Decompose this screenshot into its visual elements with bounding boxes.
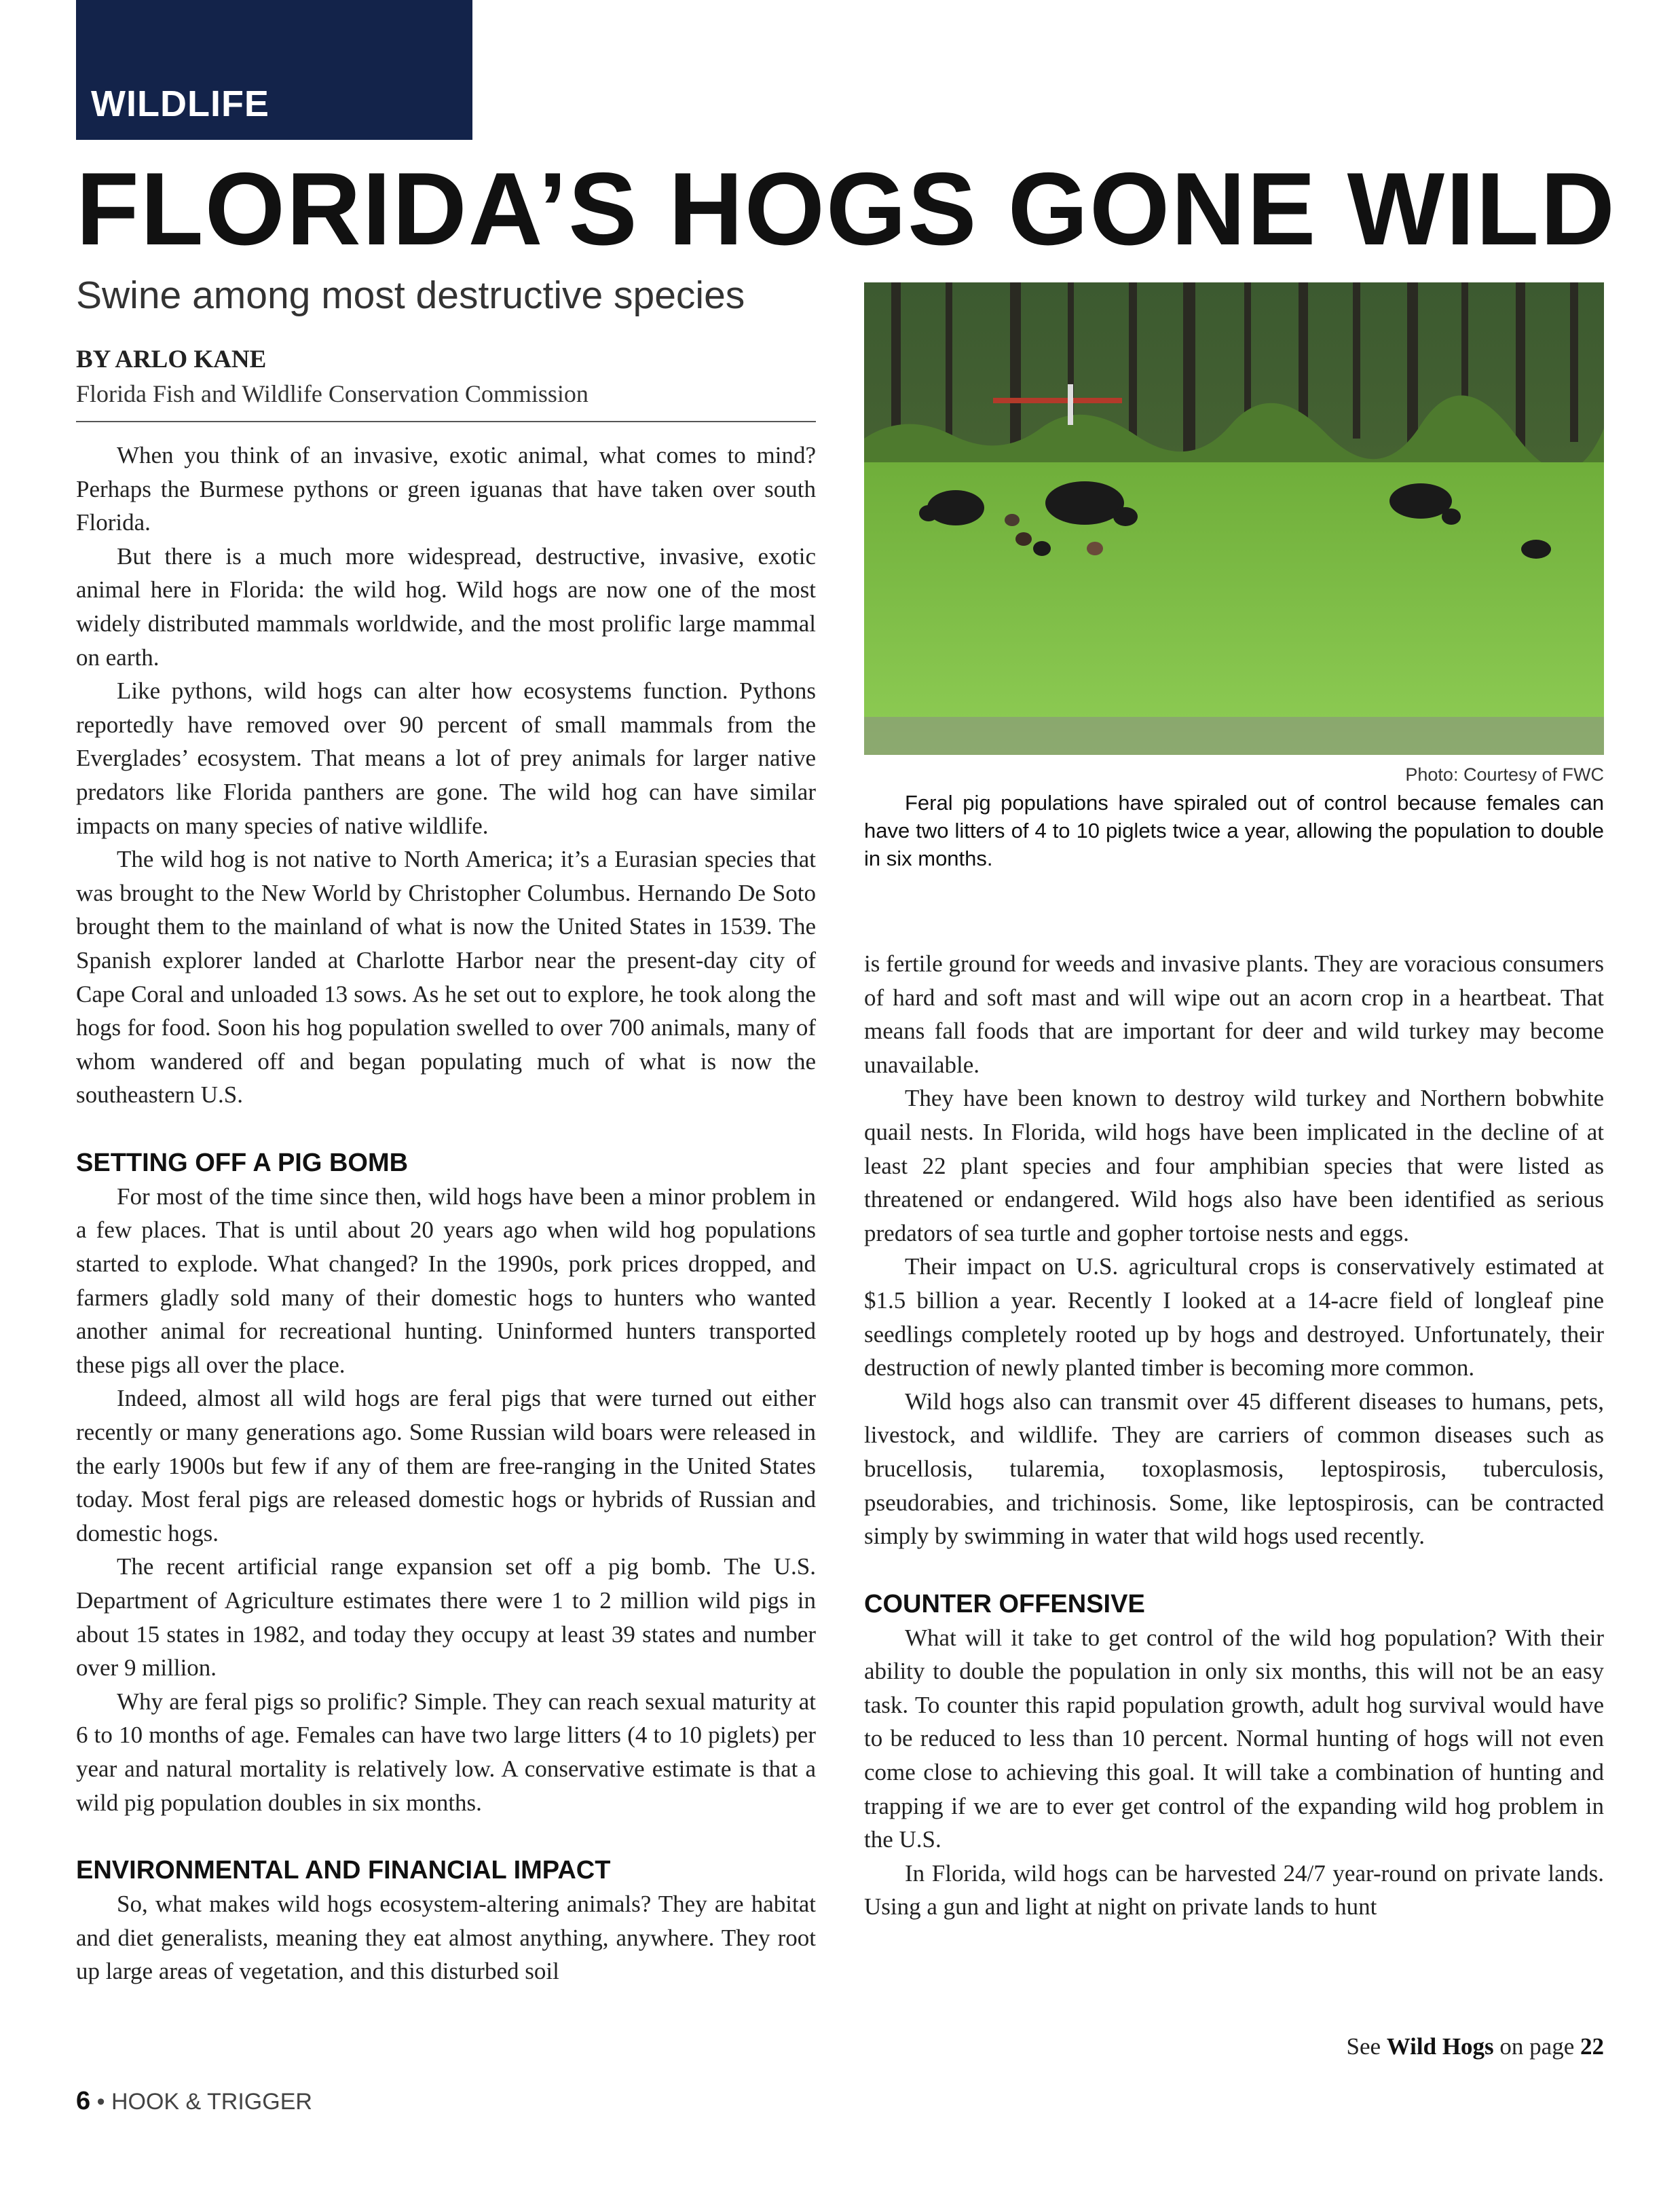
article-paragraph: They have been known to destroy wild turkey and Northern bobwhite quail nests. In Florida, wild hogs have been implicated in the decline of at least 22 plant species and four amphibian species that were listed as threatened or endangered. Wild hogs also have been identified as serious predators of sea turtle and gopher tortoise nests and eggs.: [864, 1085, 1604, 1246]
gate-post: [1068, 384, 1073, 425]
article-paragraph: The recent artificial range expansion set off a pig bomb. The U.S. Department of Agriculture estimates there were 1 to 2 million wild pigs in about 15 states in 1982, and today they occupy at least 39 states and number over 9 million.: [76, 1553, 816, 1682]
affiliation: Florida Fish and Wildlife Conservation Commission: [76, 380, 589, 407]
article-paragraph: But there is a much more widespread, destructive, invasive, exotic animal here in Florida: the wild hog. Wild hogs are now one of the most widely distributed mammals worldwide, and the most prolific large mammal on earth.: [76, 542, 816, 671]
section-label: WILDLIFE: [91, 83, 269, 124]
photo-credit: Photo: Courtesy of FWC: [1405, 764, 1604, 785]
article-paragraph: Their impact on U.S. agricultural crops is conservatively estimated at $1.5 billion a year. Recently I looked at a 14-acre field of longleaf pine seedlings completely rooted up by hogs and destroyed. Unfortunately, their destruction of newly planted timber is becoming more common.: [864, 1253, 1604, 1381]
article-paragraph: In Florida, wild hogs can be harvested 24/7 year-round on private lands. Using a gun and light at night on private lands to hunt: [864, 1859, 1604, 1920]
photo-caption: Feral pig populations have spiraled out of control because females can have two litters of 4 to 10 piglets twice a year, allowing the population to double in six months.: [864, 791, 1604, 870]
gate-bar: [993, 398, 1122, 403]
section-tab: [76, 0, 472, 140]
article-paragraph: Indeed, almost all wild hogs are feral pigs that were turned out either recently or many generations ago. Some Russian wild boars were released in the early 1900s but few if any of them are free-ranging in the United States today. Most feral pigs are released domestic hogs or hybrids of Russian and domestic hogs.: [76, 1385, 816, 1546]
article-paragraph: Wild hogs also can transmit over 45 different diseases to humans, pets, livestock, and wildlife. They are carriers of common diseases such as brucellosis, tularemia, toxoplasmosis, leptospirosis, tuberculosis, pseudorabies, and trichinosis. Some, like leptospirosis, can be contracted simply by swimming in water that wild hogs used recently.: [864, 1388, 1604, 1550]
jump-title: Wild Hogs: [1386, 2033, 1494, 2060]
article-paragraph: The wild hog is not native to North America; it’s a Eurasian species that was brought to the New World by Christopher Columbus. Hernando De Soto brought them to the mainland of what is now the United States in 1539. The Spanish explorer landed at Charlotte Harbor near the present-day city of Cape Coral and unloaded 13 sows. As he set out to explore, he took along the hogs for food. Soon his hog population swelled to over 700 animals, many of whom wandered off and began populating much of what is now the southeastern U.S.: [76, 846, 816, 1109]
article-paragraph: For most of the time since then, wild hogs have been a minor problem in a few places. That is until about 20 years ago when wild hog populations started to explode. What changed? In the 1990s, pork prices dropped, and farmers gladly sold many of their domestic hogs to hunters who wanted another animal for recreational hunting. Uninformed hunters transported these pigs all over the place.: [76, 1183, 816, 1378]
article-paragraph: Like pythons, wild hogs can alter how ecosystems function. Pythons reportedly have removed over 90 percent of small mammals from the Everglades’ ecosystem. That means a lot of prey animals for larger native predators like Florida panthers are gone. The wild hog can have similar impacts on many species of native wildlife.: [76, 678, 816, 839]
jump-see: See: [1346, 2033, 1381, 2060]
article-paragraph: What will it take to get control of the wild hog population? With their ability to double the population in only six months, this will not be an easy task. To counter this rapid population growth, adult hog survival would have to be reduced to less than 10 percent. Normal hunting of hogs will not even come close to achieving this goal. It will take a combination of hunting and trapping if we are to ever get control of the expanding wild hog problem in the U.S.: [864, 1624, 1604, 1853]
page-number: 6: [76, 2087, 91, 2115]
byline: BY ARLO KANE: [76, 346, 267, 373]
article-paragraph: Why are feral pigs so prolific? Simple. They can reach sexual maturity at 6 to 10 months of age. Females can have two large litters (4 to 10 piglets) per year and natural mortality is relatively low. A conservative estimate is that a wild pig population doubles in six months.: [76, 1688, 816, 1816]
jump-line: [864, 2030, 1604, 2064]
feral-hogs-photo: [864, 282, 1604, 755]
right-column: [864, 947, 1604, 1924]
jump-page-number: 22: [1580, 2033, 1604, 2060]
water-strip: [864, 717, 1604, 755]
article-paragraph-continued: is fertile ground for weeds and invasive plants. They are voracious consumers of hard and soft mast and will wipe out an acorn crop in a heartbeat. That means fall foods that are important for deer and wild turkey may become unavailable.: [864, 950, 1604, 1078]
byline-rule: [76, 421, 816, 422]
left-column: [76, 439, 816, 1988]
article-paragraph: So, what makes wild hogs ecosystem-altering animals? They are habitat and diet generalists, meaning they eat almost anything, anywhere. They root up large areas of vegetation, and this disturbed soil: [76, 1891, 816, 1985]
folio-bullet: •: [96, 2089, 105, 2115]
headline: FLORIDA’S HOGS GONE WILD: [76, 151, 1616, 267]
section-heading-counter: COUNTER OFFENSIVE: [864, 1589, 1145, 1618]
section-heading-impact: ENVIRONMENTAL AND FINANCIAL IMPACT: [76, 1856, 611, 1885]
folio: [76, 2084, 619, 2119]
section-heading-pig-bomb: SETTING OFF A PIG BOMB: [76, 1148, 409, 1177]
jump-on-page: on page: [1499, 2033, 1575, 2060]
subhead: Swine among most destructive species: [76, 274, 745, 317]
article-paragraph: When you think of an invasive, exotic animal, what comes to mind? Perhaps the Burmese pythons or green iguanas that have taken over south Florida.: [76, 442, 816, 536]
publication-name: HOOK & TRIGGER: [111, 2089, 312, 2115]
